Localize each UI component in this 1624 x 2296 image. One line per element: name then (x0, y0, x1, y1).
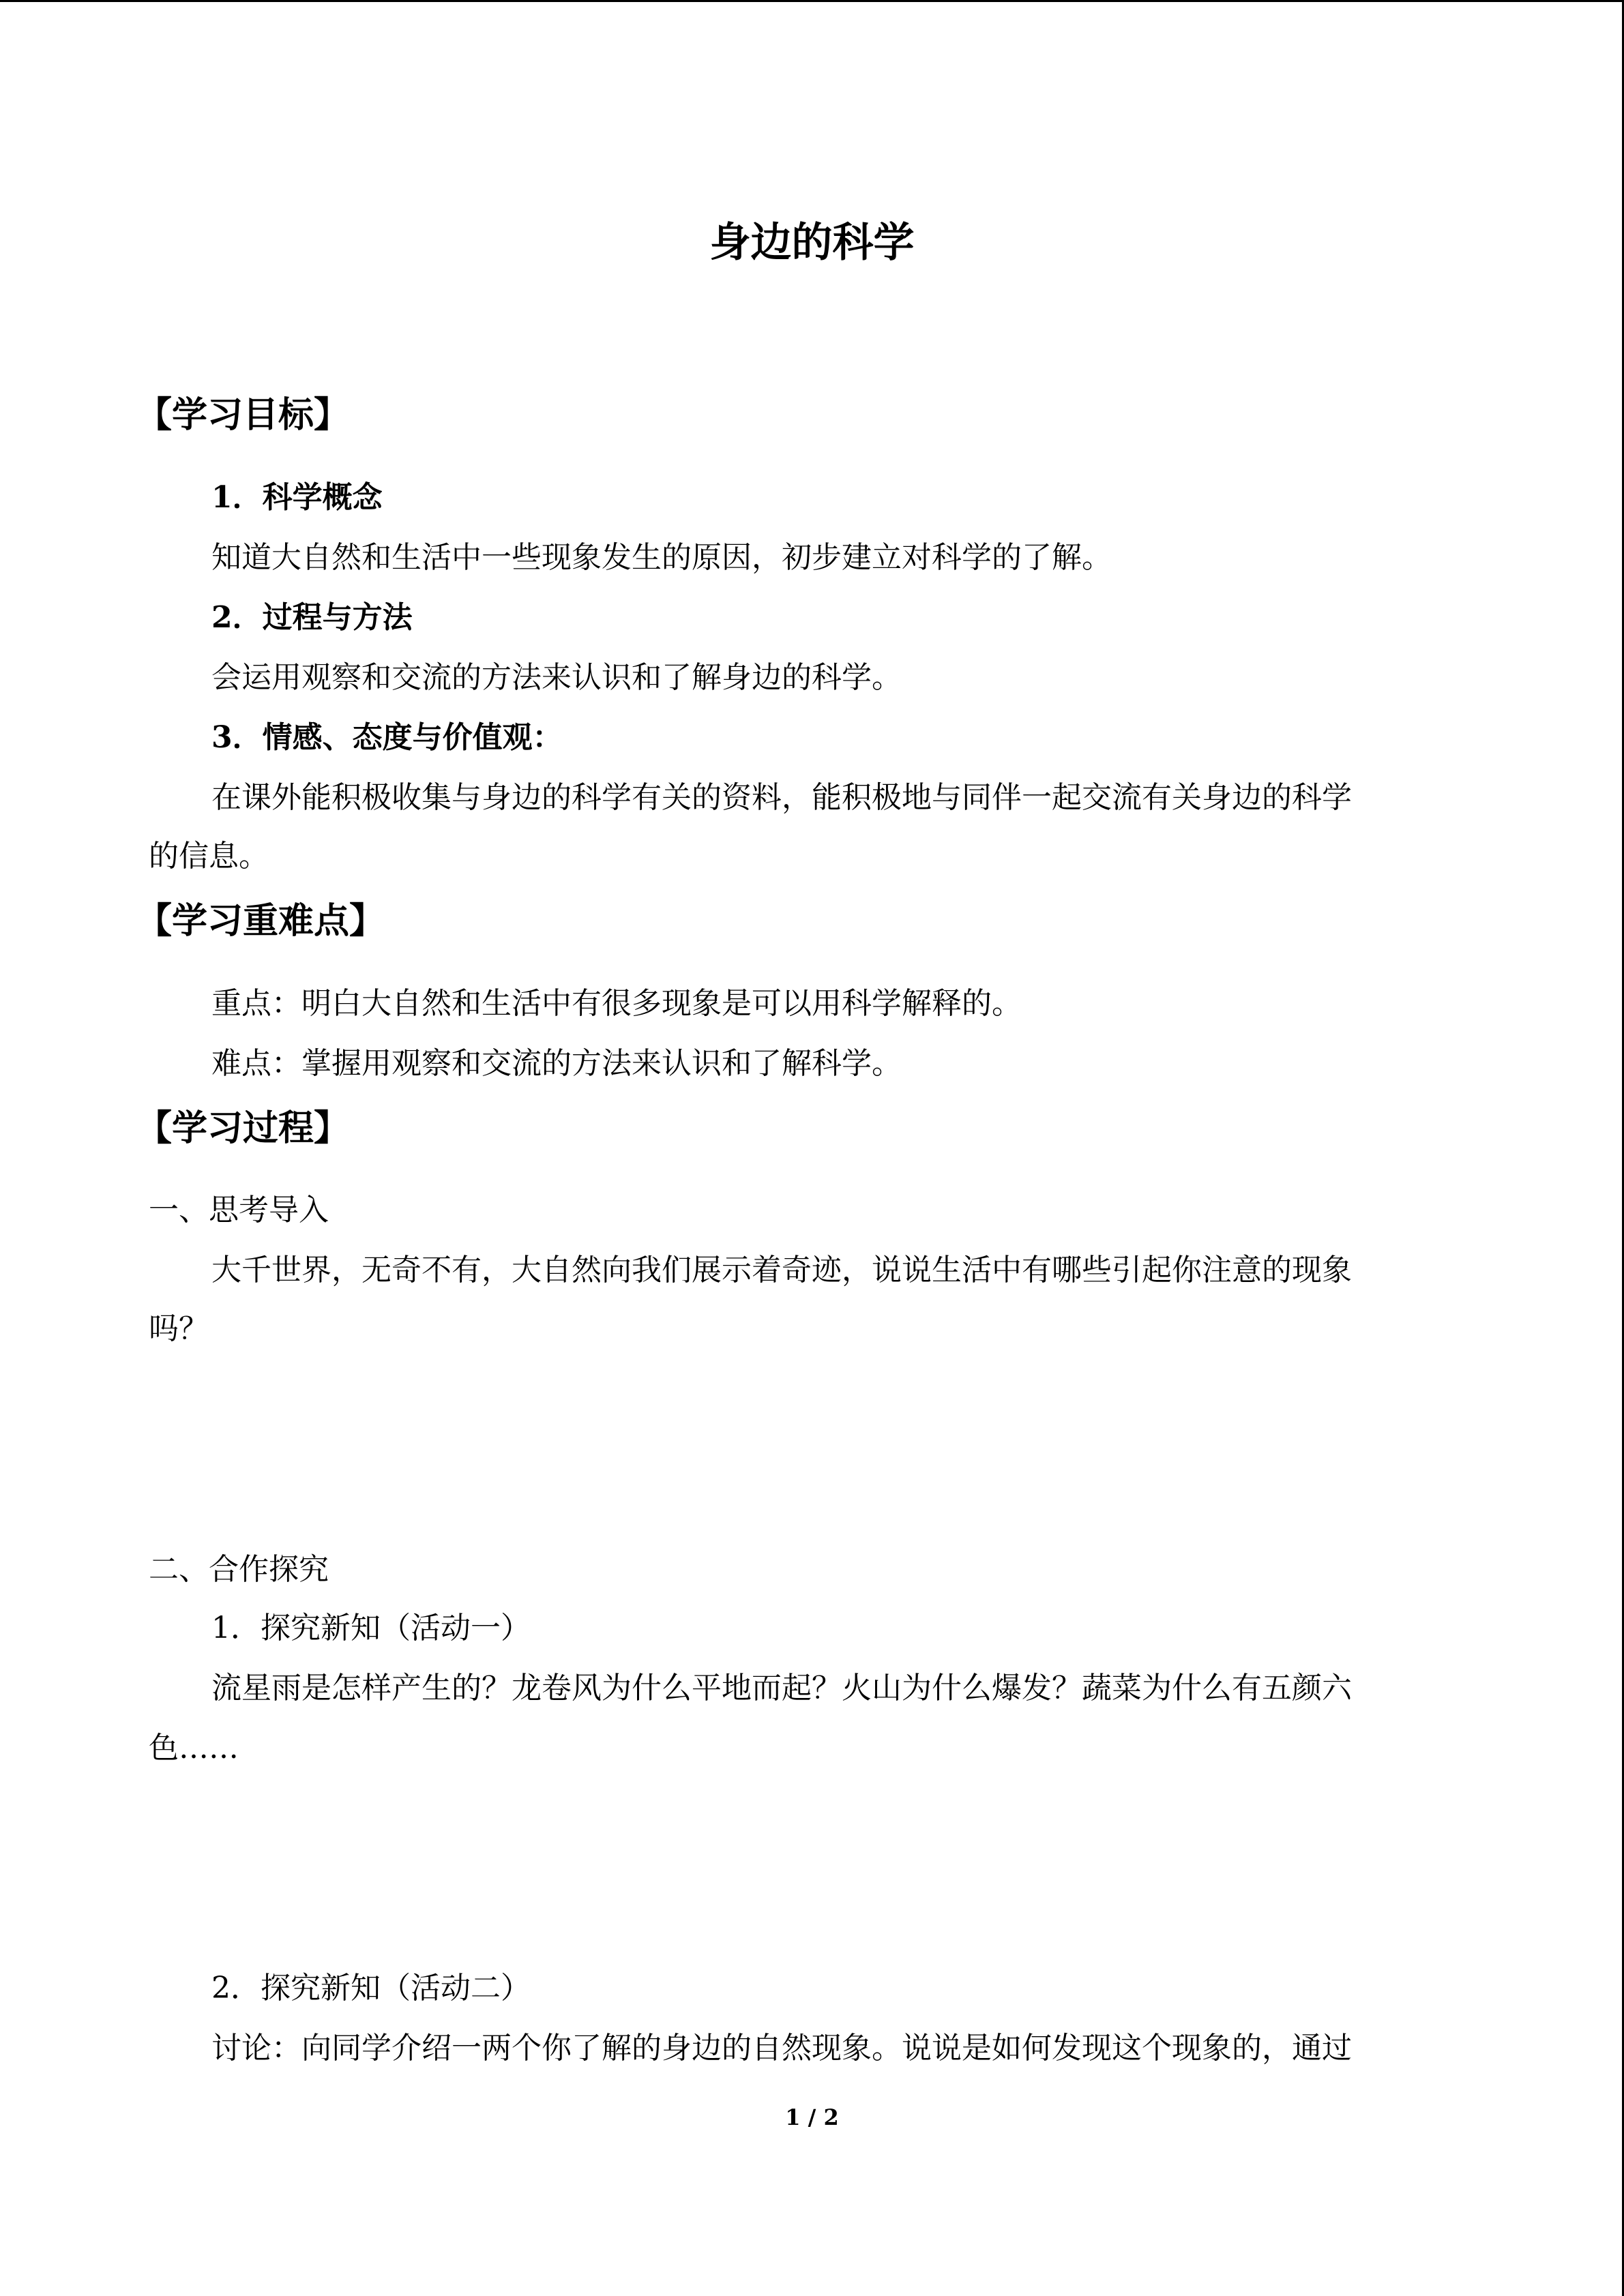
goal-3-text-line2: 的信息。 (149, 839, 269, 874)
section-heading-keypoints: 【学习重难点】 (136, 900, 385, 942)
section-heading-process: 【学习过程】 (136, 1107, 350, 1149)
page-number: 1 / 2 (785, 2104, 839, 2130)
activity2-label: 2．探究新知（活动二） (211, 1971, 531, 2006)
activity1-label: 1．探究新知（活动一） (211, 1611, 531, 1645)
page-title: 身边的科学 (709, 219, 915, 267)
activity1-text-line1: 流星雨是怎样产生的？龙卷风为什么平地而起？火山为什么爆发？蔬菜为什么有五颜六 (211, 1671, 1352, 1705)
part1-heading: 一、思考导入 (149, 1193, 329, 1227)
activity1-text-line2: 色…… (149, 1731, 239, 1765)
goal-1-text: 知道大自然和生活中一些现象发生的原因，初步建立对科学的了解。 (211, 540, 1112, 575)
keypoint-focus: 重点：明白大自然和生活中有很多现象是可以用科学解释的。 (211, 986, 1022, 1021)
goal-3-text-line1: 在课外能积极收集与身边的科学有关的资料，能积极地与同伴一起交流有关身边的科学 (211, 780, 1352, 815)
part1-text-line1: 大千世界，无奇不有，大自然向我们展示着奇迹，说说生活中有哪些引起你注意的现象 (211, 1253, 1352, 1287)
section-heading-goals: 【学习目标】 (136, 394, 350, 436)
goal-2-label: 2．过程与方法 (211, 600, 413, 635)
goal-1-label: 1．科学概念 (211, 480, 383, 515)
goal-3-label: 3．情感、态度与价值观： (211, 720, 563, 755)
goal-2-text: 会运用观察和交流的方法来认识和了解身边的科学。 (211, 660, 902, 695)
part1-text-line2: 吗？ (149, 1311, 209, 1346)
keypoint-difficulty: 难点：掌握用观察和交流的方法来认识和了解科学。 (211, 1046, 902, 1081)
activity2-text-line1: 讨论：向同学介绍一两个你了解的身边的自然现象。说说是如何发现这个现象的，通过 (211, 2031, 1352, 2066)
part2-heading: 二、合作探究 (149, 1552, 329, 1587)
